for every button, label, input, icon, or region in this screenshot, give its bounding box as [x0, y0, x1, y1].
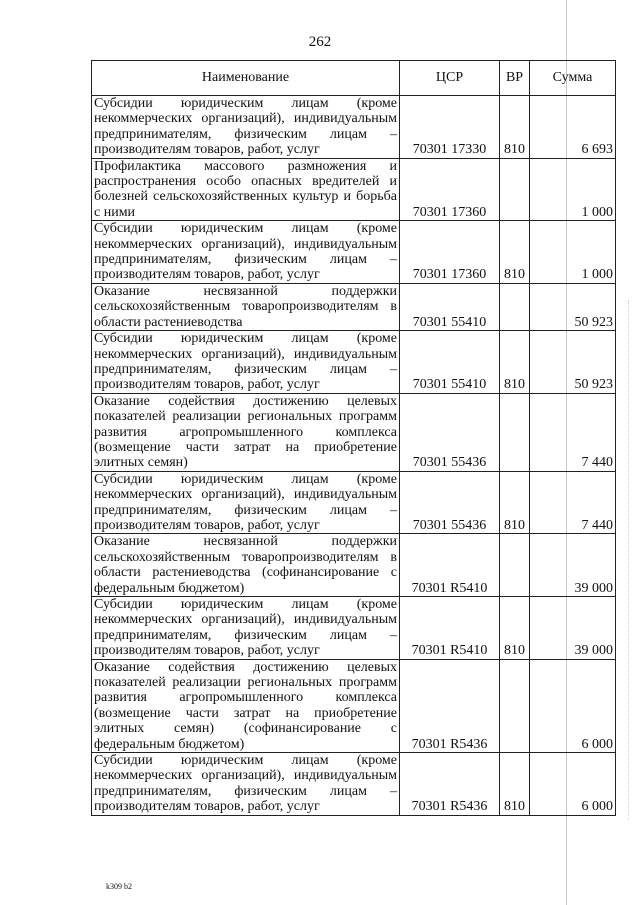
row-name: Оказание содействия достижению целевых показателей реализации региональных программ развития агропромышленного комплекса (возмещение части затрат на приобретение элитных семян) (софинансирование с федеральным бюджетом) [92, 659, 400, 752]
row-csr: 70301 55410 [400, 283, 500, 330]
row-sum: 6 000 [530, 753, 616, 816]
row-vr: 810 [500, 597, 530, 660]
page-number: 262 [308, 34, 332, 50]
row-csr: 70301 R5410 [400, 534, 500, 597]
row-csr: 70301 55436 [400, 471, 500, 534]
header-sum: Сумма [530, 61, 616, 96]
row-vr: 810 [500, 471, 530, 534]
row-sum: 39 000 [530, 597, 616, 660]
row-name: Субсидии юридическим лицам (кроме некоммерческих организаций), индивидуальным предпринимателям, физическим лицам – производителям товаров, работ, услуг [92, 753, 400, 816]
row-name: Субсидии юридическим лицам (кроме некоммерческих организаций), индивидуальным предпринимателям, физическим лицам – производителям товаров, работ, услуг [92, 331, 400, 394]
row-csr: 70301 55436 [400, 393, 500, 471]
row-csr: 70301 55410 [400, 331, 500, 394]
row-sum: 1 000 [530, 158, 616, 221]
header-vr: ВР [500, 61, 530, 96]
table-row [92, 283, 616, 330]
table-row [92, 393, 616, 471]
table-row [92, 659, 616, 752]
table-row [92, 331, 616, 394]
row-csr: 70301 R5410 [400, 597, 500, 660]
table-row [92, 471, 616, 534]
row-csr: 70301 R5436 [400, 753, 500, 816]
row-vr [500, 393, 530, 471]
table-row [92, 221, 616, 284]
table-row [92, 534, 616, 597]
header-csr: ЦСР [400, 61, 500, 96]
row-sum: 6 000 [530, 659, 616, 752]
table-row [92, 753, 616, 816]
row-vr: 810 [500, 753, 530, 816]
row-vr [500, 659, 530, 752]
row-sum: 7 440 [530, 471, 616, 534]
binding-dots [628, 300, 631, 820]
row-sum: 6 693 [530, 96, 616, 159]
table-header-row [92, 61, 616, 96]
header-name: Наименование [92, 61, 400, 96]
row-name: Оказание несвязанной поддержки сельскохозяйственным товаропроизводителям в области растениеводства (софинансирование с федеральным бюджетом) [92, 534, 400, 597]
row-name: Оказание несвязанной поддержки сельскохозяйственным товаропроизводителям в области растениеводства [92, 283, 400, 330]
row-vr [500, 534, 530, 597]
row-sum: 39 000 [530, 534, 616, 597]
row-name: Профилактика массового размножения и распространения особо опасных вредителей и болезней сельскохозяйственных культур и борьба с ними [92, 158, 400, 221]
row-name: Субсидии юридическим лицам (кроме некоммерческих организаций), индивидуальным предпринимателям, физическим лицам – производителям товаров, работ, услуг [92, 221, 400, 284]
row-name: Субсидии юридическим лицам (кроме некоммерческих организаций), индивидуальным предпринимателям, физическим лицам – производителям товаров, работ, услуг [92, 597, 400, 660]
table-row [92, 158, 616, 221]
table-row [92, 597, 616, 660]
row-csr: 70301 17360 [400, 221, 500, 284]
row-vr: 810 [500, 331, 530, 394]
row-sum: 50 923 [530, 331, 616, 394]
row-sum: 7 440 [530, 393, 616, 471]
row-name: Субсидии юридическим лицам (кроме некоммерческих организаций), индивидуальным предпринимателям, физическим лицам – производителям товаров, работ, услуг [92, 471, 400, 534]
row-vr: 810 [500, 96, 530, 159]
table-row [92, 96, 616, 159]
row-name: Субсидии юридическим лицам (кроме некоммерческих организаций), индивидуальным предпринимателям, физическим лицам – производителям товаров, работ, услуг [92, 96, 400, 159]
row-vr [500, 283, 530, 330]
row-vr [500, 158, 530, 221]
footer-code: k309 b2 [106, 882, 132, 891]
row-sum: 1 000 [530, 221, 616, 284]
row-sum: 50 923 [530, 283, 616, 330]
row-csr: 70301 17330 [400, 96, 500, 159]
row-csr: 70301 R5436 [400, 659, 500, 752]
row-csr: 70301 17360 [400, 158, 500, 221]
row-name: Оказание содействия достижению целевых показателей реализации региональных программ развития агропромышленного комплекса (возмещение части затрат на приобретение элитных семян) [92, 393, 400, 471]
budget-table [91, 60, 616, 816]
row-vr: 810 [500, 221, 530, 284]
